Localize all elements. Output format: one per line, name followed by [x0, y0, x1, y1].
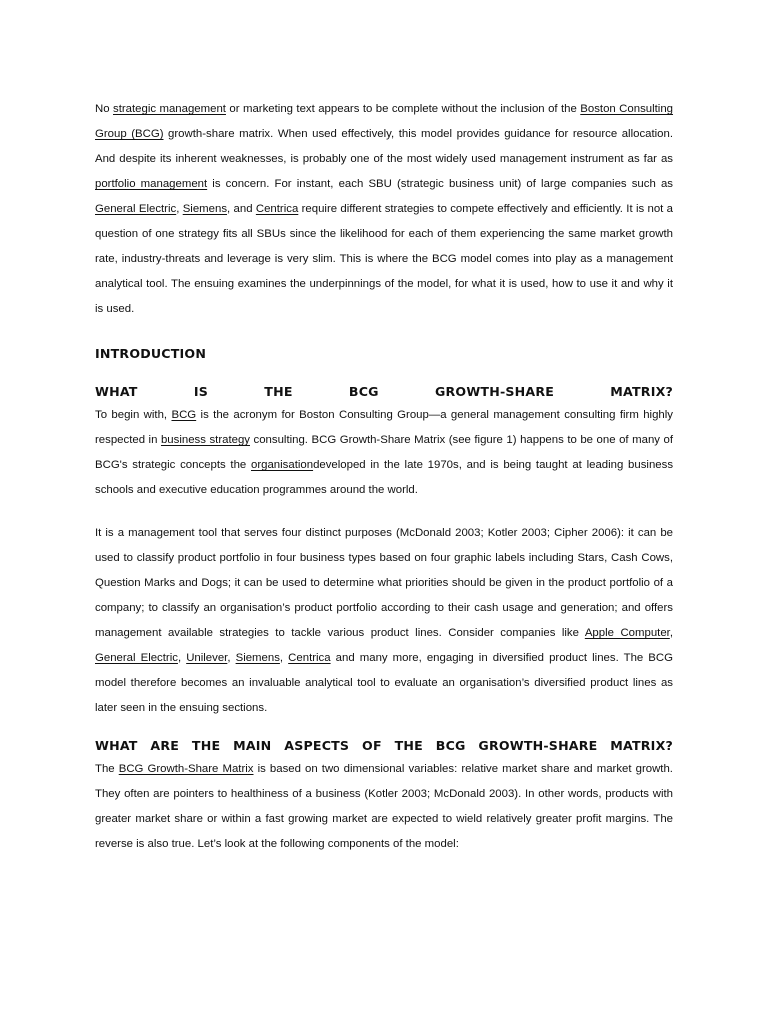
- link-boston-consulting-group[interactable]: Boston Consulting Group (BCG): [95, 103, 674, 140]
- text-span: and many more, engaging in diversified product lines. The BCG model therefore becomes an invaluable analytical tool to evaluate an organisation’s diversified product lines as later seen in the ensuing sections.: [95, 652, 673, 714]
- text-span: or marketing text appears to be complete without the inclusion of the: [225, 103, 581, 115]
- text-span: is concern. For instant, each SBU (strategic business unit) of large companies such as: [207, 178, 673, 190]
- link-bcg-growth-share-matrix[interactable]: BCG Growth-Share Matrix: [118, 763, 254, 775]
- document-page: [95, 97, 673, 857]
- link-portfolio-management[interactable]: portfolio management: [95, 178, 208, 190]
- text-span: consulting. BCG Growth-Share Matrix (see figure 1) happens to be one of many of BCG's strategic concepts the: [95, 434, 674, 471]
- link-organisation[interactable]: organisation: [251, 459, 314, 471]
- text-span: No: [95, 103, 113, 115]
- text-span: is based on two dimensional variables: relative market share and market growth. They often are pointers to healthiness of a business (Kotler 2003; McDonald 2003). In other words, products with greater market share or within a fast growing market are expected to wield relatively greater profit margins. The reverse is also true. Let’s look at the following components of the model:: [95, 763, 673, 850]
- link-centrica[interactable]: Centrica: [255, 203, 299, 215]
- text-span: developed in the late 1970s, and is being taught at leading business schools and executive education programmes around the world.: [95, 459, 674, 496]
- link-strategic-management[interactable]: strategic management: [113, 103, 226, 115]
- text-span: ,: [227, 652, 236, 664]
- purposes-paragraph: [95, 521, 673, 721]
- text-span: ,: [279, 652, 289, 664]
- bcg-definition-paragraph: [95, 403, 673, 503]
- link-siemens[interactable]: Siemens: [182, 203, 228, 215]
- link-business-strategy[interactable]: business strategy: [160, 434, 250, 446]
- link-bcg[interactable]: BCG: [171, 409, 197, 421]
- paragraph-spacer: [95, 503, 673, 521]
- text-span: is the acronym for Boston Consulting Group—a general management consulting firm highly respected in: [95, 409, 673, 446]
- text-span: , and: [227, 203, 256, 215]
- heading-main-aspects: WHAT ARE THE MAIN ASPECTS OF THE BCG GROWTH-SHARE MATRIX?: [95, 738, 673, 753]
- link-unilever[interactable]: Unilever: [186, 652, 228, 664]
- text-span: It is a management tool that serves four distinct purposes (McDonald 2003; Kotler 2003; Cipher 2006): it can be used to classify product portfolio in four business types based on four graphic labels including Stars, Cash Cows, Question Marks and Dogs; it can be used to determine what priorities should be given in the product portfolio of a company; to classify an organisation’s product portfolio according to their cash usage and generation; and offers management available strategies to tackle various product lines. Consider companies like: [95, 527, 673, 639]
- text-span: ,: [177, 652, 187, 664]
- link-centrica[interactable]: Centrica: [288, 652, 331, 664]
- link-general-electric[interactable]: General Electric: [95, 203, 177, 215]
- heading-what-is-bcg: WHAT IS THE BCG GROWTH-SHARE MATRIX?: [95, 384, 673, 399]
- intro-paragraph: [95, 97, 673, 322]
- link-apple-computer[interactable]: Apple Computer: [584, 627, 670, 639]
- text-span: ,: [176, 203, 183, 215]
- text-span: To begin with,: [95, 409, 172, 421]
- text-span: growth-share matrix. When used effectively, this model provides guidance for resource allocation. And despite its inherent weaknesses, is probably one of the most widely used management instrument as far as: [95, 128, 674, 165]
- text-span: require different strategies to compete effectively and efficiently. It is not a question of one strategy fits all SBUs since the likelihood for each of them experiencing the same market growth rate, industry-threats and leverage is very slim. This is where the BCG model comes into play as a management analytical tool. The ensuing examines the underpinnings of the model, for what it is used, how to use it and why it is used.: [95, 203, 673, 315]
- text-span: ,: [669, 627, 673, 639]
- text-span: The: [95, 763, 119, 775]
- link-siemens[interactable]: Siemens: [235, 652, 280, 664]
- aspects-paragraph: [95, 757, 673, 857]
- heading-introduction: INTRODUCTION: [95, 346, 207, 361]
- link-general-electric[interactable]: General Electric: [95, 652, 178, 664]
